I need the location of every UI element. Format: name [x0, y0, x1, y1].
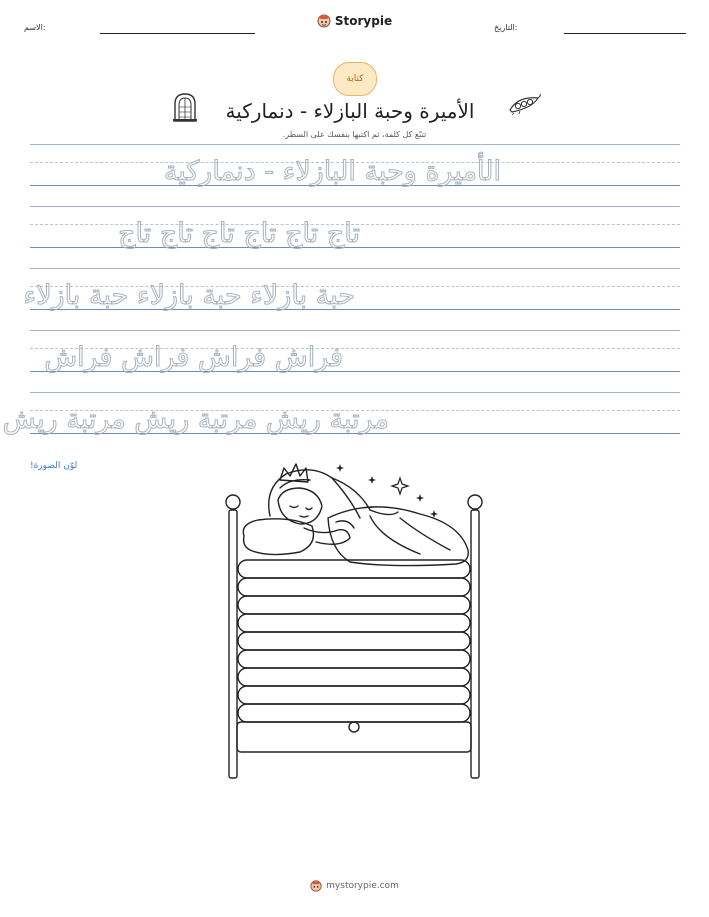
storypie-logo-icon: [317, 14, 331, 28]
category-badge: كتابة: [333, 62, 377, 96]
trace-row-1[interactable]: الأميرة وحبة البازلاء - دنماركية: [163, 156, 501, 187]
trace-row-2[interactable]: تاج تاج تاج تاج تاج تاج: [118, 218, 360, 249]
storypie-logo-icon: [310, 880, 322, 892]
row5-top-line: [30, 392, 680, 393]
date-label: التاريخ:: [494, 23, 518, 32]
name-label: الاسم:: [24, 23, 46, 32]
date-line[interactable]: [564, 33, 686, 34]
brand: [0, 14, 709, 28]
coloring-hint: لوّن الصورة!: [30, 461, 78, 471]
row4-top-line: [30, 330, 680, 331]
trace-row-4[interactable]: فراش فراش فراش فراش: [44, 342, 343, 373]
row3-top-line: [30, 268, 680, 269]
trace-row-5[interactable]: مرتبة ريش مرتبة ريش مرتبة ريش: [2, 404, 389, 435]
brand-name: Storypie: [334, 14, 393, 28]
footer: [0, 880, 709, 892]
page-title: الأميرة وحبة البازلاء - دنماركية: [225, 99, 475, 123]
row1-top-line: [30, 144, 680, 145]
pea-pod-icon: [508, 94, 542, 116]
instruction-text: تتبّع كل كلمة، ثم اكتبها بنفسك على السطر.: [282, 130, 427, 139]
row2-top-line: [30, 206, 680, 207]
footer-url[interactable]: mystorypie.com: [326, 881, 399, 891]
princess-on-mattresses-illustration[interactable]: [220, 458, 490, 780]
castle-door-icon: [172, 92, 198, 122]
name-line[interactable]: [100, 33, 255, 34]
trace-row-3[interactable]: حبة بازلاء حبة بازلاء حبة بازلاء: [23, 280, 355, 311]
